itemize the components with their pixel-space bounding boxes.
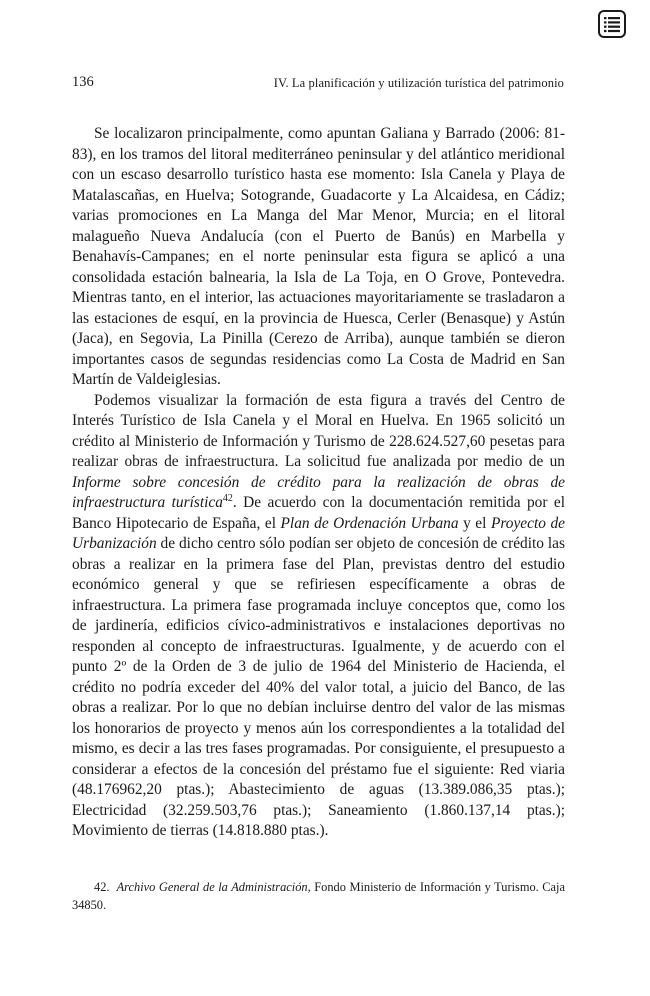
report-title: Informe sobre concesión de crédito para la realización de obras de infraestructura turística: [72, 473, 565, 511]
body-text: [72, 124, 565, 842]
paragraph-2: [72, 391, 565, 842]
footnote-text: Fondo Ministerio de Información y Turismo. Caja 34850.: [72, 880, 565, 912]
page-header: [72, 74, 564, 94]
paragraph-2-text-c: y el: [458, 514, 491, 532]
paragraph-2-text-a: Podemos visualizar la formación de esta figura a través del Centro de Interés Turístico de Isla Canela y el Moral en Huelva. En 1965 solicitó un crédito al Ministerio de Información y Turismo de 228.624.527,60 pesetas para realizar obras de infraestructura. La solicitud fue analizada por medio de un: [72, 391, 565, 470]
plan-title: Plan de Ordenación Urbana: [280, 514, 459, 532]
table-of-contents-icon: [602, 14, 622, 34]
project-title: Proyecto de Urbanización: [72, 514, 565, 552]
footnote-number: 42.: [94, 880, 110, 894]
footnote: [72, 878, 565, 914]
footnote-reference[interactable]: 42: [222, 492, 233, 504]
paragraph-2-text-b: . De acuerdo con la documentación remitida por el Banco Hipotecario de España, el: [72, 494, 565, 532]
page-number: 136: [72, 74, 94, 90]
footnote-source: Archivo General de la Administración,: [116, 880, 311, 894]
paragraph-1: Se localizaron principalmente, como apuntan Galiana y Barrado (2006: 81-83), en los tramos del litoral mediterráneo peninsular y del atlántico meridional con un escaso desarrollo turístico hasta ese momento: Isla Canela y Playa de Matalascañas, en Huelva; Sotogrande, Guadacorte y La Alcaidesa, en Cádiz; varias promociones en La Manga del Mar Menor, Murcia; en el litoral malagueño Nueva Andalucía (con el Puerto de Banús) en Marbella y Benahavís-Campanes; en el norte peninsular esta figura se aplicó a una consolidada estación balnearia, la Isla de La Toja, en O Grove, Pontevedra. Mientras tanto, en el interior, las actuaciones mayoritariamente se trasladaron a las estaciones de esquí, en la provincia de Huesca, Cerler (Benasque) y Astún (Jaca), en Segovia, La Pinilla (Cerezo de Arriba), aunque también se dieron importantes casos de segundas residencias como La Costa de Madrid en San Martín de Valdeiglesias.: [72, 125, 565, 388]
paragraph-2-text-d: de dicho centro sólo podían ser objeto de concesión de crédito las obras a realizar en la primera fase del Plan, previstas dentro del estudio económico general y que se refiriesen específicamente a obras de infraestructura. La primera fase programada incluye conceptos que, como los de jardinería, edificios cívico-administrativos e instalaciones deportivas no responden al concepto de infraestructuras. Igualmente, y de acuerdo con el punto 2º de la Orden de 3 de julio de 1964 del Ministerio de Hacienda, el crédito no podría exceder del 40% del valor total, a juicio del Banco, de las obras a realizar. Por lo que no debían incluirse dentro del valor de las mismas los honorarios de proyecto y menos aún los correspondientes a la totalidad del mismo, es decir a las tres fases programadas. Por consiguiente, el presupuesto a considerar a efectos de la concesión del préstamo fue el siguiente: Red viaria (48.176962,20 ptas.); Abastecimiento de aguas (13.389.086,35 ptas.); Electricidad (32.259.503,76 ptas.); Saneamiento (1.860.137,14 ptas.); Movimiento de tierras (14.818.880 ptas.).: [72, 535, 565, 839]
running-head: IV. La planificación y utilización turística del patrimonio: [273, 76, 564, 90]
table-of-contents-button[interactable]: [598, 10, 626, 38]
